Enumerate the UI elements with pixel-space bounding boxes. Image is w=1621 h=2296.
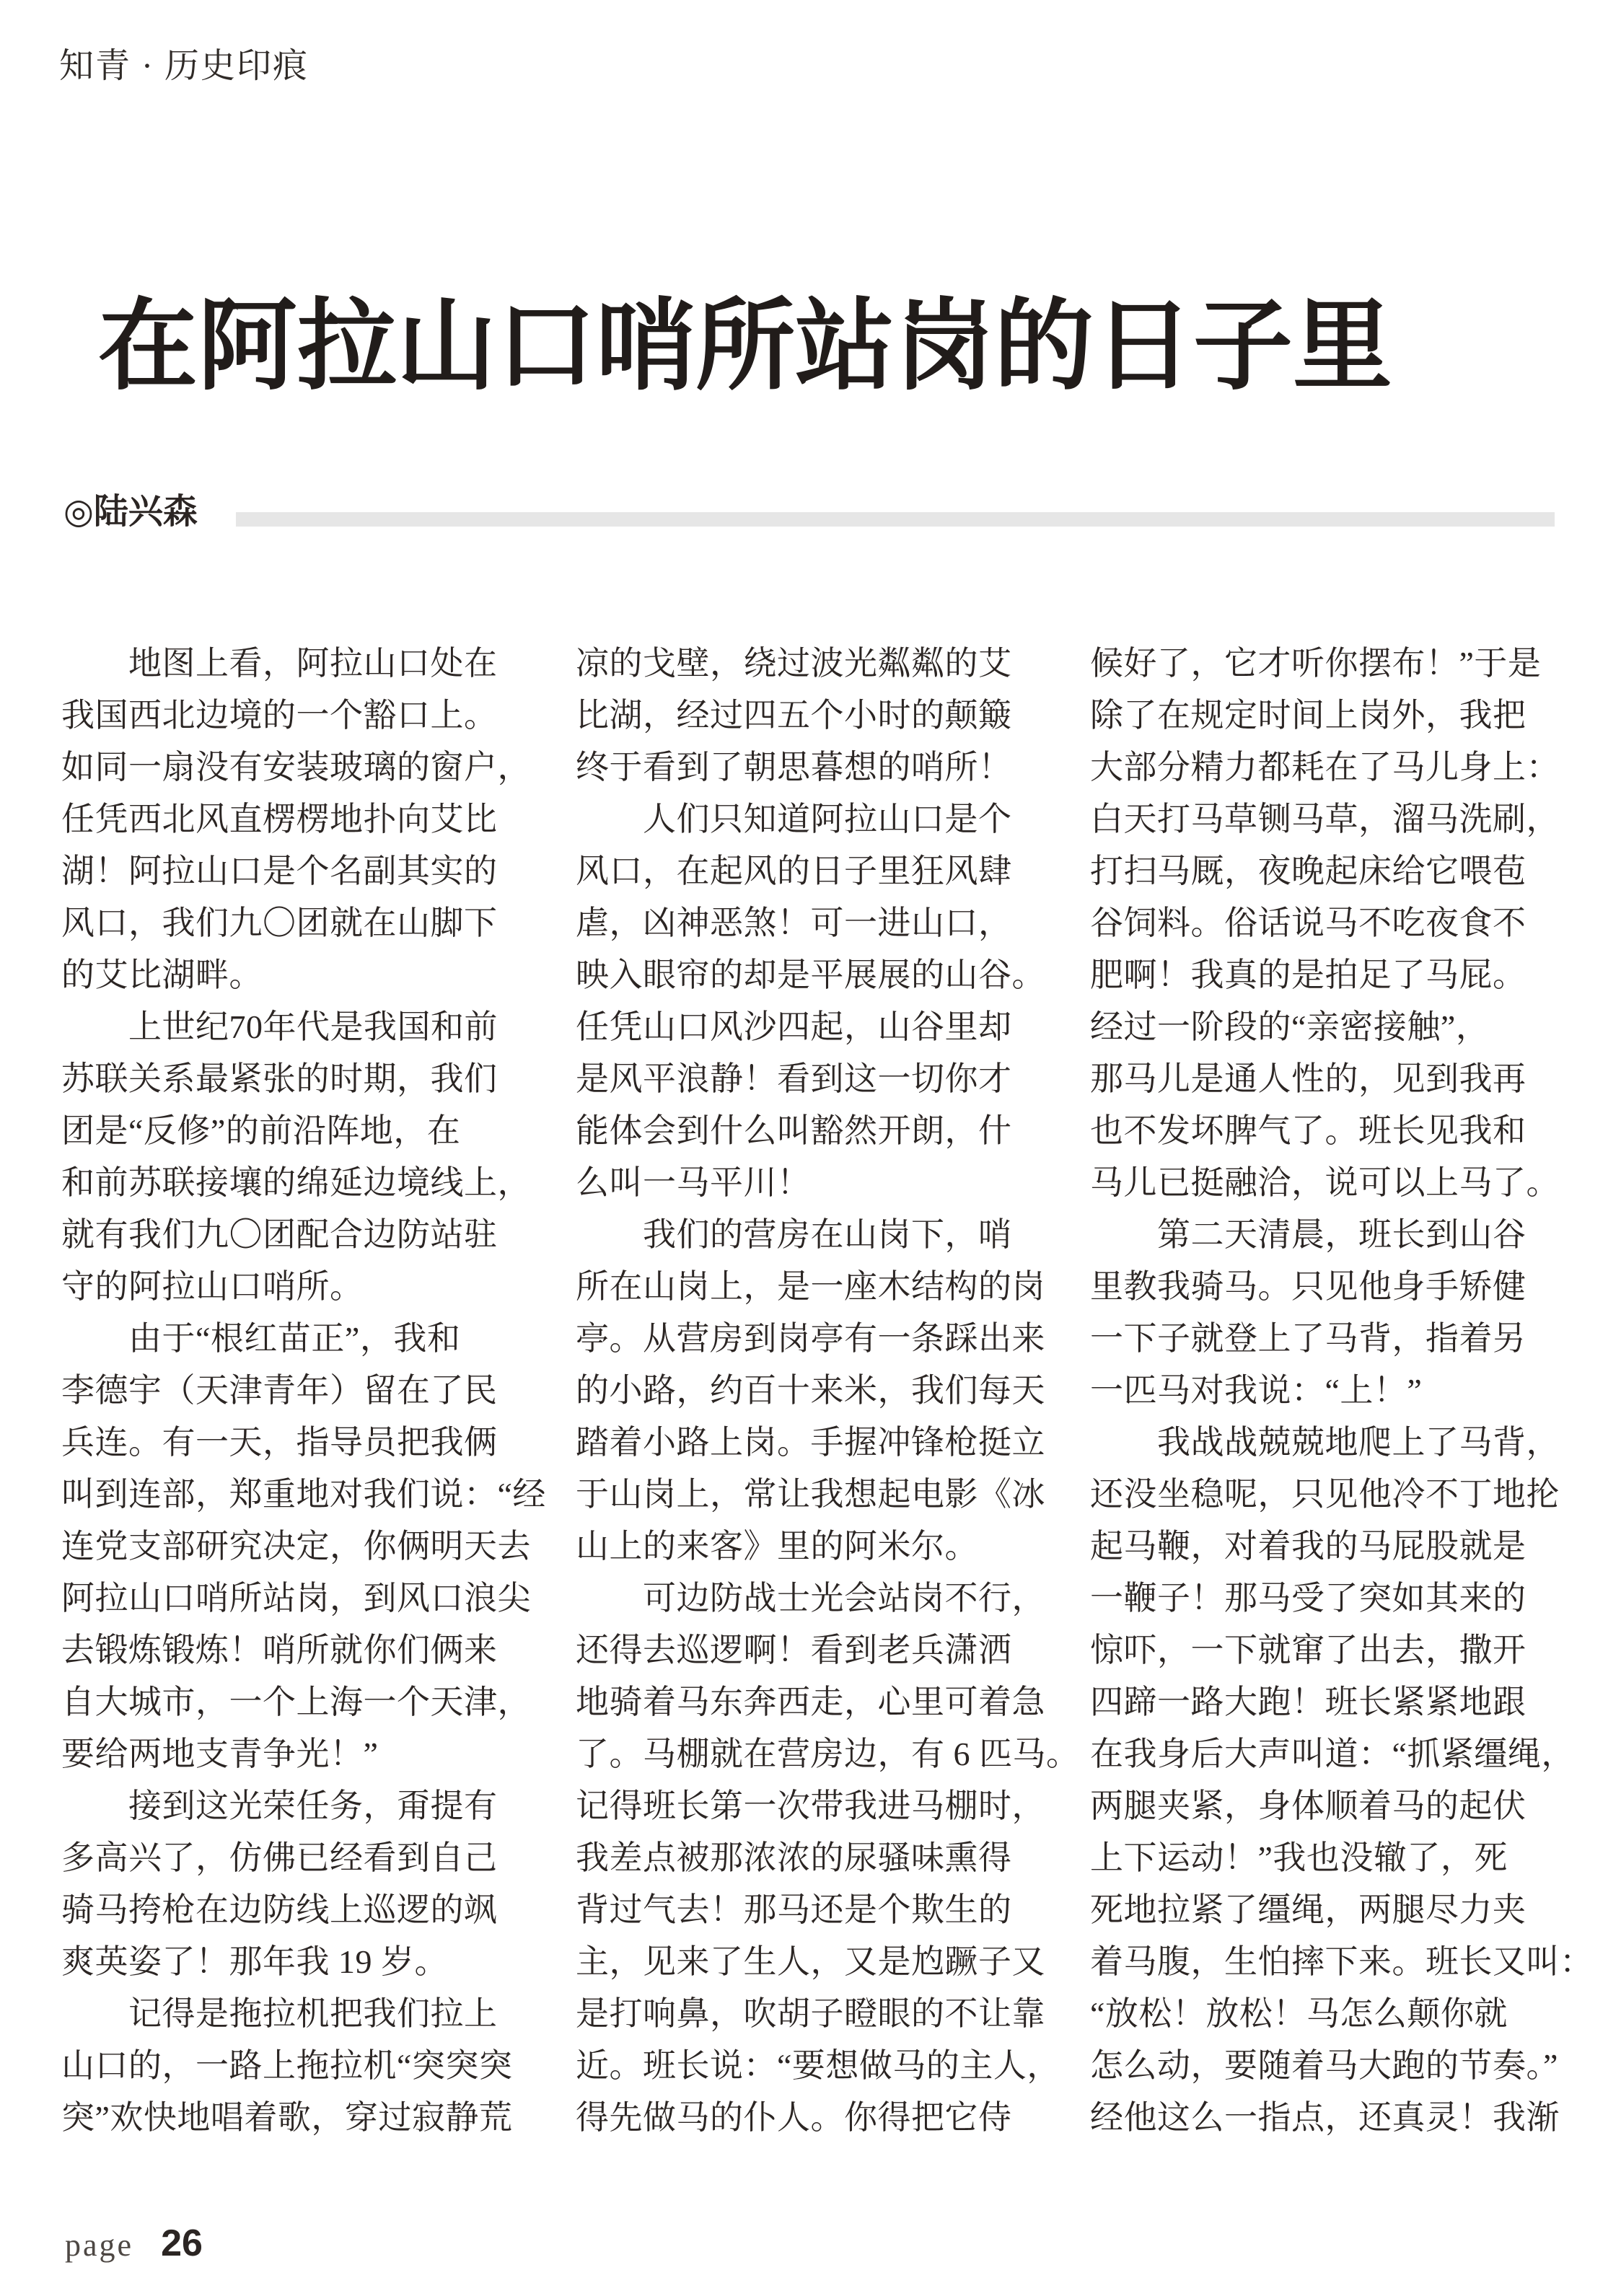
- article-column-1: [61, 638, 546, 2144]
- section-label: 知青 · 历史印痕: [59, 47, 309, 85]
- text-line: 于山岗上，常让我想起电影《冰: [576, 1476, 1045, 1513]
- text-line: 叫到连部，郑重地对我们说：“经: [61, 1476, 546, 1513]
- text-line: 得先做马的仆人。你得把它侍: [576, 2099, 1012, 2136]
- text-line: 我国西北边境的一个豁口上。: [61, 697, 498, 734]
- text-line: 就有我们九〇团配合边防站驻: [61, 1216, 498, 1253]
- text-line: “放松！放松！马怎么颠你就: [1090, 1995, 1508, 2032]
- text-line: 踏着小路上岗。手握冲锋枪挺立: [576, 1424, 1045, 1461]
- text-line: 大部分精力都耗在了马儿身上：: [1090, 749, 1560, 786]
- text-line: 近。班长说：“要想做马的主人，: [576, 2047, 1060, 2084]
- text-line: 比湖，经过四五个小时的颠簸: [576, 697, 1012, 734]
- text-line: 我战战兢兢地爬上了马背，: [1090, 1424, 1560, 1461]
- text-line: 亭。从营房到岗亭有一条踩出来: [576, 1320, 1045, 1357]
- text-line: 守的阿拉山口哨所。: [61, 1268, 364, 1305]
- text-line: 突”欢快地唱着歌，穿过寂静荒: [61, 2099, 513, 2136]
- article-column-3: [1090, 638, 1594, 2144]
- text-line: 我们的营房在山岗下，哨: [576, 1216, 1012, 1253]
- text-line: 任凭西北风直楞楞地扑向艾比: [61, 801, 498, 837]
- text-line: 风口，我们九〇团就在山脚下: [61, 905, 498, 941]
- article-title: 在阿拉山口哨所站岗的日子里: [98, 291, 1393, 402]
- text-line: 记得是拖拉机把我们拉上: [61, 1995, 498, 2032]
- text-line: 骑马挎枪在边防线上巡逻的飒: [61, 1891, 498, 1928]
- page-footer: [65, 2222, 203, 2265]
- text-line: 山上的来客》里的阿米尔。: [576, 1528, 978, 1565]
- text-line: 终于看到了朝思暮想的哨所！: [576, 749, 1012, 786]
- text-line: 的艾比湖畔。: [61, 956, 263, 993]
- text-line: 打扫马厩，夜晚起床给它喂苞: [1090, 853, 1526, 889]
- text-line: 么叫一马平川！: [576, 1164, 811, 1201]
- text-line: 是风平浪静！看到这一切你才: [576, 1060, 1012, 1097]
- text-line: 所在山岗上，是一座木结构的岗: [576, 1268, 1045, 1305]
- text-line: 除了在规定时间上岗外，我把: [1090, 697, 1526, 734]
- text-line: 团是“反修”的前沿阵地，在: [61, 1112, 461, 1149]
- text-line: 背过气去！那马还是个欺生的: [576, 1891, 1012, 1928]
- text-line: 记得班长第一次带我进马棚时，: [576, 1787, 1045, 1824]
- text-line: 在我身后大声叫道：“抓紧缰绳，: [1090, 1736, 1575, 1772]
- text-line: 主，见来了生人，又是尥蹶子又: [576, 1943, 1045, 1980]
- author-name: 陆兴森: [93, 493, 198, 531]
- text-line: 连党支部研究决定，你俩明天去: [61, 1528, 531, 1565]
- text-line: 李德宇（天津青年）留在了民: [61, 1372, 498, 1409]
- text-line: 接到这光荣任务，甭提有: [61, 1787, 498, 1824]
- text-line: 如同一扇没有安装玻璃的窗户，: [61, 749, 531, 786]
- text-line: 经他这么一指点，还真灵！我渐: [1090, 2099, 1560, 2136]
- text-line: 苏联关系最紧张的时期，我们: [61, 1060, 498, 1097]
- text-line: 第二天清晨，班长到山谷: [1090, 1216, 1526, 1253]
- text-line: 要给两地支青争光！”: [61, 1736, 379, 1772]
- text-line: 和前苏联接壤的绵延边境线上，: [61, 1164, 531, 1201]
- text-line: 一匹马对我说：“上！”: [1090, 1372, 1423, 1409]
- text-line: 阿拉山口哨所站岗，到风口浪尖: [61, 1580, 531, 1617]
- author-marker: ◎: [63, 493, 94, 531]
- text-line: 四蹄一路大跑！班长紧紧地跟: [1090, 1684, 1526, 1720]
- byline-rule: [236, 512, 1555, 527]
- text-line: 自大城市，一个上海一个天津，: [61, 1684, 531, 1720]
- text-line: 去锻炼锻炼！哨所就你们俩来: [61, 1632, 498, 1668]
- text-line: 死地拉紧了缰绳，两腿尽力夹: [1090, 1891, 1526, 1928]
- text-line: 怎么动，要随着马大跑的节奏。”: [1090, 2047, 1558, 2084]
- page-number: 26: [161, 2222, 203, 2264]
- text-line: 肥啊！我真的是拍足了马屁。: [1090, 956, 1526, 993]
- text-line: 山口的，一路上拖拉机“突突突: [61, 2047, 513, 2084]
- text-line: 是打响鼻，吹胡子瞪眼的不让靠: [576, 1995, 1045, 2032]
- article-columns: [61, 638, 1594, 2144]
- page-label: page: [65, 2227, 134, 2263]
- text-line: 地图上看，阿拉山口处在: [61, 645, 498, 682]
- text-line: 候好了，它才听你摆布！”于是: [1090, 645, 1542, 682]
- text-line: 经过一阶段的“亲密接触”，: [1090, 1008, 1490, 1045]
- text-line: 惊吓，一下就窜了出去，撒开: [1090, 1632, 1526, 1668]
- byline: [63, 492, 198, 532]
- text-line: 马儿已挺融洽，说可以上马了。: [1090, 1164, 1560, 1201]
- text-line: 还得去巡逻啊！看到老兵潇洒: [576, 1632, 1012, 1668]
- text-line: 我差点被那浓浓的尿骚味熏得: [576, 1839, 1012, 1876]
- text-line: 一鞭子！那马受了突如其来的: [1090, 1580, 1526, 1617]
- text-line: 凉的戈壁，绕过波光粼粼的艾: [576, 645, 1012, 682]
- text-line: 任凭山口风沙四起，山谷里却: [576, 1008, 1012, 1045]
- text-line: 一下子就登上了马背，指着另: [1090, 1320, 1526, 1357]
- text-line: 起马鞭，对着我的马屁股就是: [1090, 1528, 1526, 1565]
- article-column-2: [576, 638, 1080, 2144]
- text-line: 上世纪70年代是我国和前: [61, 1008, 498, 1045]
- text-line: 可边防战士光会站岗不行，: [576, 1580, 1045, 1617]
- text-line: 多高兴了，仿佛已经看到自己: [61, 1839, 498, 1876]
- text-line: 由于“根红苗正”，我和: [61, 1320, 461, 1357]
- text-line: 里教我骑马。只见他身手矫健: [1090, 1268, 1526, 1305]
- text-line: 白天打马草铡马草，溜马洗刷，: [1090, 801, 1560, 837]
- text-line: 人们只知道阿拉山口是个: [576, 801, 1012, 837]
- text-line: 能体会到什么叫豁然开朗，什: [576, 1112, 1012, 1149]
- text-line: 那马儿是通人性的，见到我再: [1090, 1060, 1526, 1097]
- text-line: 着马腹，生怕摔下来。班长又叫：: [1090, 1943, 1594, 1980]
- text-line: 虐，凶神恶煞！可一进山口，: [576, 905, 1012, 941]
- text-line: 上下运动！”我也没辙了，死: [1090, 1839, 1508, 1876]
- text-line: 湖！阿拉山口是个名副其实的: [61, 853, 498, 889]
- text-line: 了。马棚就在营房边，有 6 匹马。: [576, 1736, 1080, 1772]
- text-line: 谷饲料。俗话说马不吃夜食不: [1090, 905, 1526, 941]
- text-line: 也不发坏脾气了。班长见我和: [1090, 1112, 1526, 1149]
- text-line: 兵连。有一天，指导员把我俩: [61, 1424, 498, 1461]
- text-line: 映入眼帘的却是平展展的山谷。: [576, 956, 1045, 993]
- text-line: 两腿夹紧，身体顺着马的起伏: [1090, 1787, 1526, 1824]
- text-line: 地骑着马东奔西走，心里可着急: [576, 1684, 1045, 1720]
- text-line: 还没坐稳呢，只见他冷不丁地抡: [1090, 1476, 1560, 1513]
- text-line: 爽英姿了！那年我 19 岁。: [61, 1943, 448, 1980]
- text-line: 的小路，约百十来米，我们每天: [576, 1372, 1045, 1409]
- text-line: 风口，在起风的日子里狂风肆: [576, 853, 1012, 889]
